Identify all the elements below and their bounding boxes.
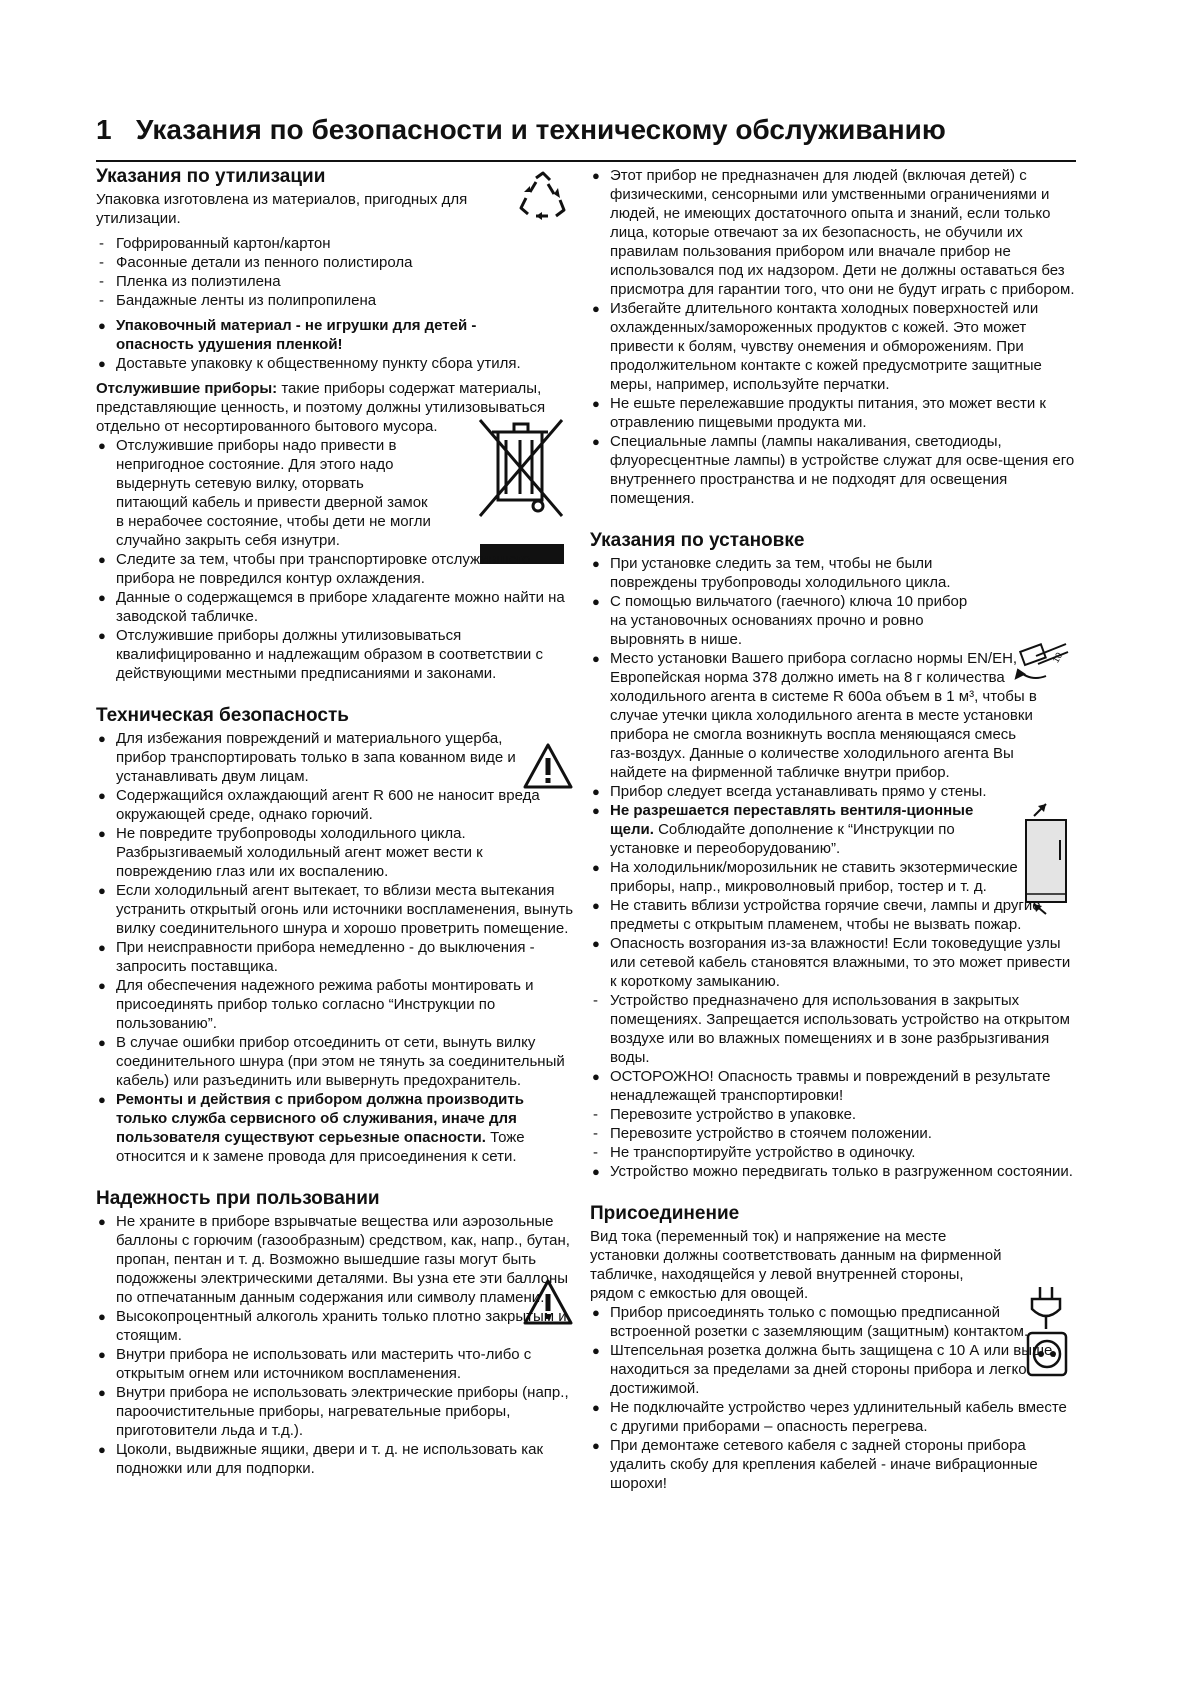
reliability-item: ● Не храните в приборе взрывчатые вещества или аэрозольные баллоны с горючим (газообразным) средством, как, напр., бутан, пропан, пентан и т. д. Возможно вышедшие газы могут быть подожжены электрическими деталями. Вы узна ете эти баллоны по отпечатанным данным содержания или символу пламени.	[96, 1212, 576, 1307]
install-item: ● Устройство можно передвигать только в разгруженном состоянии.	[590, 1162, 1076, 1181]
install-dash-item: - Перевозите устройство в стоячем положении.	[590, 1124, 1076, 1143]
right-item: ● Избегайте длительного контакта холодных поверхностей или охлажденных/замороженных продуктов с кожей. Это может привести к болям, чувству онемения и обморожениям. При продолжительном контакте с кожей предусмотрите защитные меры, например, используйте перчатки.	[590, 299, 1076, 394]
tech-item: ● Для обеспечения надежного режима работы монтировать и присоединять прибор только согласно “Инструкции по пользованию”.	[96, 976, 576, 1033]
material-item: - Бандажные ленты из полипропилена	[96, 291, 576, 310]
deliver-packaging: ● Доставьте упаковку к общественному пункту сбора утиля.	[96, 354, 576, 373]
old-appliance-item: ● Отслужившие приборы должны утилизовываться квалифицированно и надлежащим образом в соответствии с действующими местными предписаниями и законами.	[96, 626, 576, 683]
install-dash-item: - Перевозите устройство в упаковке.	[590, 1105, 1076, 1124]
install-item: ● Место установки Вашего прибора согласно нормы EN/EH, Европейская норма 378 должно иметь на 8 г количества холодильного агента в системе R 600a объем в 1 м³, чтобы в случае утечки цикла холодильного агента в месте установки прибора не смогла возникнуть воспла меняющаяся смесь газ-воздух. Данные о количестве холодильного агента Вы найдете на фирменной табличке внутри прибор.	[590, 649, 1040, 782]
connect-intro: Вид тока (переменный ток) и напряжение на месте установки должны соответствовать данным на фирменной табличке, находящейся у левой внутренней стороны, рядом с емкостью для овощей.	[590, 1228, 1002, 1302]
tech-item: ● При неисправности прибора немедленно - до выключения - запросить поставщика.	[96, 938, 576, 976]
old-appliances-text: Отслужившие приборы: такие приборы содержат материалы, представляющие ценность, и поэтому должны утилизовываться отдельно от несортированного бытового мусора.	[96, 380, 546, 435]
install-item: ● Опасность возгорания из-за влажности! Если токоведущие узлы или сетевой кабель становятся влажными, то это может привести к короткому замыканию.	[590, 934, 1076, 991]
old-appliance-item: ● Данные о содержащемся в приборе хладагенте можно найти на заводской табличке.	[96, 588, 576, 626]
svg-text:10: 10	[1050, 650, 1065, 665]
old-appliance-item: ● Отслужившие приборы надо привести в непригодное состояние. Для этого надо выдернуть сетевую вилку, оторвать питающий кабель и привести дверной замок в нерабочее состояние, чтобы дети не могли случайно закрыть себя изнутри.	[96, 436, 436, 550]
install-item: ● Не ставить вблизи устройства горячие свечи, лампы и другие предметы с открытым пламенем, чтобы не вызвать пожар.	[590, 896, 1076, 934]
right-item: ● Этот прибор не предназначен для людей (включая детей) с физическими, сенсорными или умственными ограничениями и людей, не имеющих достаточного опыта и знаний, если только лица, которые отвечают за их безопасность, не обучили их правилам пользования прибором или вначале прибор не использовался под их надзором. Дети не должны оставаться без присмотра для гарантии того, что они не будут играть с прибором.	[590, 166, 1076, 299]
tech-item: ● В случае ошибки прибор отсоединить от сети, вынуть вилку соединительного шнура (при этом не тянуть за соединительный кабель) или разъединить или вывернуть предохранитель.	[96, 1033, 576, 1090]
old-appliance-item: ● Следите за тем, чтобы при транспортировке отслужившего прибора не повредился контур охлаждения.	[96, 550, 576, 588]
disposal-heading: Указания по утилизации	[96, 166, 326, 187]
connect-heading: Присоединение	[590, 1203, 740, 1224]
connect-item: ● Прибор присоединять только с помощью предписанной встроенной розетки с заземляющим (защитным) контактом.	[590, 1303, 1076, 1341]
old-appliances-label: Отслужившие приборы:	[96, 380, 278, 397]
tech-item: ● Не повредите трубопроводы холодильного цикла. Разбрызгиваемый холодильный агент может вести к повреждению глаз или их воспалению.	[96, 824, 576, 881]
disposal-intro: Упаковка изготовлена из материалов, пригодных для утилизации.	[96, 191, 468, 227]
repair-warning: ● Ремонты и действия с прибором должна производить только служба сервисного об служивания, иначе для пользователя существуют серьезные опасности. Тоже относится и к замене провода для присоединения к сети.	[96, 1090, 576, 1166]
install-item: ● Прибор следует всегда устанавливать прямо у стены.	[590, 782, 1076, 801]
reliability-item: ● Внутри прибора не использовать электрические приборы (напр., пароочистительные приборы, нагревательные приборы, приготовители льда и т.д.).	[96, 1383, 576, 1440]
right-item: ● Специальные лампы (лампы накаливания, светодиоды, флуоресцентные лампы) в устройстве служат для осве-щения его внутреннего пространства и не подходят для освещения помещения.	[590, 432, 1076, 508]
install-heading: Указания по установке	[590, 530, 805, 551]
install-dash-item: - Не транспортируйте устройство в одиночку.	[590, 1143, 1076, 1162]
left-column	[96, 166, 576, 1478]
section-title: Указания по безопасности и техническому обслуживанию	[136, 114, 946, 145]
material-item: - Фасонные детали из пенного полистирола	[96, 253, 576, 272]
tech-item: ● Содержащийся охлаждающий агент R 600 не наносит вреда окружающей среде, однако горючий.	[96, 786, 576, 824]
material-item: - Гофрированный картон/картон	[96, 234, 576, 253]
caution-item: ● ОСТОРОЖНО! Опасность травмы и повреждений в результате ненадлежащей транспортировки!	[590, 1067, 1076, 1105]
reliability-item: ● Внутри прибора не использовать или мастерить что-либо с открытым огнем или источником воспламенения.	[96, 1345, 576, 1383]
install-item: ● На холодильник/морозильник не ставить экзотермические приборы, напр., микроволновый прибор, тостер и т. д.	[590, 858, 1076, 896]
reliability-item: ● Цоколи, выдвижные ящики, двери и т. д. не использовать как подножки или для подпорки.	[96, 1440, 576, 1478]
install-dash-item: - Устройство предназначено для использования в закрытых помещениях. Запрещается использовать устройство на открытом воздухе или во влажных помещениях и в зоне разбрызгивания воды.	[590, 991, 1076, 1067]
tech-safety-heading: Техническая безопасность	[96, 705, 349, 726]
install-item: ● При установке следить за тем, чтобы не были повреждены трубопроводы холодильного цикла.	[590, 554, 1020, 592]
tech-item: ● Если холодильный агент вытекает, то вблизи места вытекания устранить открытый огонь или источники воспламенения, вынуть вилку соединительного шнура и хорошо проветрить помещение.	[96, 881, 576, 938]
connect-item: ● Не подключайте устройство через удлинительный кабель вместе с другими приборами – опасность перегрева.	[590, 1398, 1076, 1436]
right-column	[590, 166, 1076, 1493]
page-title	[96, 110, 1076, 162]
material-item: - Пленка из полиэтилена	[96, 272, 576, 291]
reliability-heading: Надежность при пользовании	[96, 1188, 380, 1209]
reliability-item: ● Высокопроцентный алкоголь хранить только плотно закрытым и стоящим.	[96, 1307, 576, 1345]
vent-warning: ● Не разрешается переставлять вентиля-ционные щели. Соблюдайте дополнение к “Инструкции по установке и переоборудованию”.	[590, 801, 1020, 858]
tech-item: ● Для избежания повреждений и материального ущерба, прибор транспортировать только в запа кованном виде и устанавливать двум лицам.	[96, 729, 516, 786]
install-item: ● С помощью вильчатого (гаечного) ключа 10 прибор на установочных основаниях прочно и ровно выровнять в нише.	[590, 592, 980, 649]
connect-item: ● Штепсельная розетка должна быть защищена с 10 А или выше, находиться за пределами за дней стороны прибора и легко достижимой.	[590, 1341, 1076, 1398]
connect-item: ● При демонтаже сетевого кабеля с задней стороны прибора удалить скобу для крепления кабелей - иначе вибрационные шорохи!	[590, 1436, 1076, 1493]
section-number: 1	[96, 114, 112, 145]
packaging-warning: ● Упаковочный материал - не игрушки для детей - опасность удушения пленкой!	[96, 316, 536, 354]
right-item: ● Не ешьте перележавшие продукты питания, это может вести к отравлению пищевыми продукта ми.	[590, 394, 1076, 432]
